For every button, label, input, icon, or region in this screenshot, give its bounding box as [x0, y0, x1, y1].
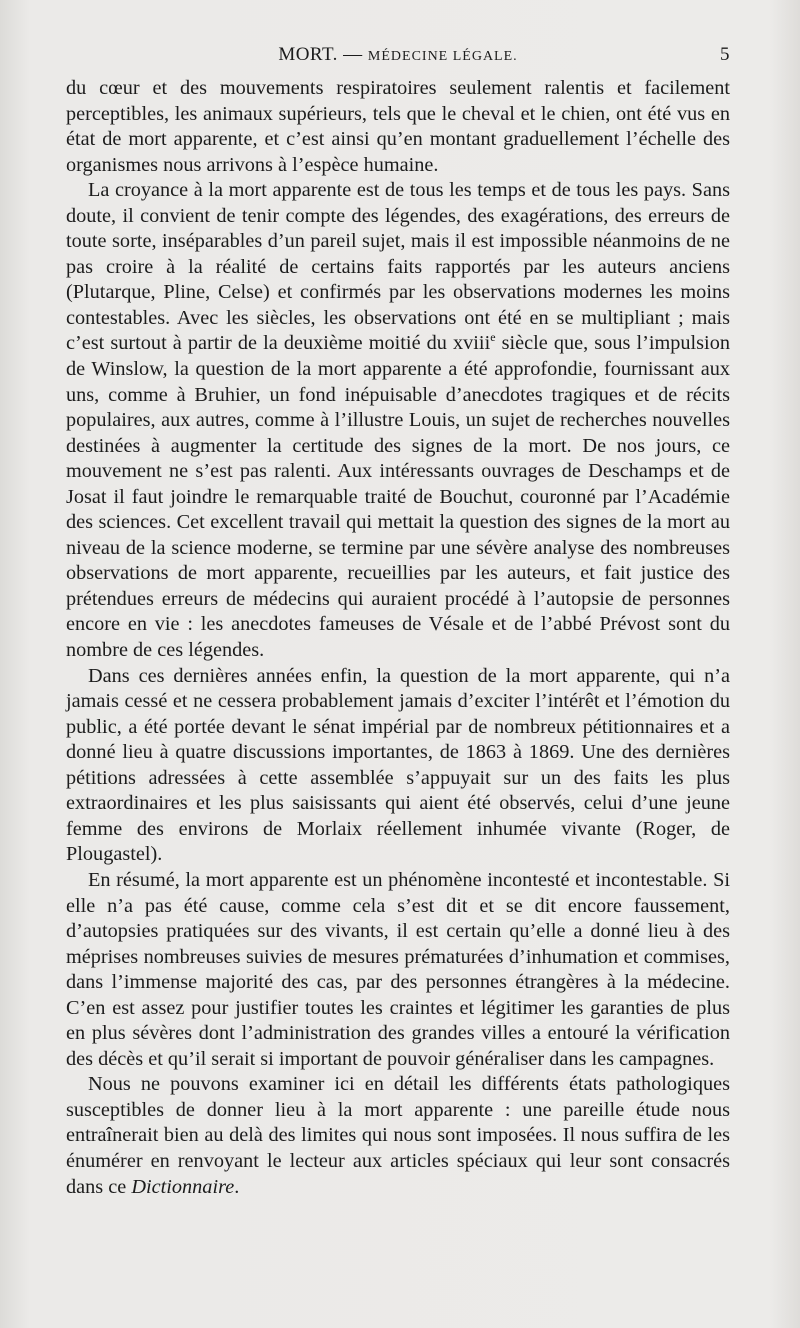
paragraph-text-part: La croyance à la mort apparente est de tous les temps et de tous les pays. Sans doute, il convient de tenir compte des légendes, des exagérations, des erreurs de toute sorte, inséparables d’un pareil sujet, mais il est impossible néanmoins de ne pas croire à la réalité de certains faits rapportés par les auteurs anciens (Plutarque, Pline, Celse) et confirmés par les observations modernes les moins contestables. Avec les siècles, les observations ont été en se multipliant ; mais c’est surtout à partir de la deuxième moitié du xviii: [66, 179, 730, 355]
paragraph-text-part: .: [234, 1175, 240, 1198]
running-title-main: MORT. —: [278, 44, 368, 65]
paragraph-mort-apparente-history: [66, 178, 730, 663]
page-number: 5: [720, 44, 730, 65]
century-superscript: e: [490, 330, 496, 345]
paragraph-text-part: Nous ne pouvons examiner ici en détail les différents états pathologiques susceptibles de donner lieu à la mort apparente : une pareille étude nous entraînerait bien au delà des limites qui nous sont imposées. Il nous suffira de les énumérer en renvoyant le lecteur aux articles spéciaux qui leur sont consacrés dans ce: [66, 1073, 730, 1198]
paragraph-senate-petitions: Dans ces dernières années enfin, la question de la mort apparente, qui n’a jamais cessé et ne cessera probablement jamais d’exciter l’intérêt et l’émotion du public, a été portée devant le sénat impérial par de nombreux pétitionnaires et a donné lieu à quatre discussions importantes, de 1863 à 1869. Une des dernières pétitions adressées à cette assemblée s’appuyait sur un des faits les plus extraordinaires et les plus saisissants qui aient été observés, celui d’une jeune femme des environs de Morlaix réellement inhumée vivante (Roger, de Plougastel).: [66, 664, 730, 866]
paragraph-continuation: du cœur et des mouvements respiratoires seulement ralentis et facilement perceptibles, les animaux supérieurs, tels que le cheval et le chien, ont été vus en état de mort apparente, et c’est ainsi qu’en montant graduellement l’échelle des organismes nous arrivons à l’espèce humaine.: [66, 77, 730, 176]
dictionary-title: Dictionnaire: [131, 1175, 235, 1198]
paragraph-pathological-states: [66, 1072, 730, 1200]
body-text: [66, 76, 730, 1200]
running-title: [66, 44, 730, 66]
paragraph-text-part: siècle que, sous l’impulsion de Winslow, la question de la mort apparente a été approfondie, fournissant aux uns, comme à Bruhier, un fond inépuisable d’anecdotes tragiques et de récits populaires, aux autres, comme à l’illustre Louis, un sujet de recherches nouvelles destinées à augmenter la certitude des signes de la mort. De nos jours, ce mouvement ne s’est pas ralenti. Aux intéressants ouvrages de Deschamps et de Josat il faut joindre le remarquable traité de Bouchut, couronné par l’Académie des sciences. Cet excellent travail qui mettait la question des signes de la mort au niveau de la science moderne, se termine par une sévère analyse des nombreuses observations de mort apparente, recueillies par les auteurs, et fait justice des prétendues erreurs de médecins qui auraient procédé à l’autopsie de personnes encore en vie : les anecdotes fameuses de Vésale et de l’abbé Prévost sont du nombre de ces légendes.: [66, 332, 730, 662]
running-header: [66, 44, 730, 72]
paragraph-summary: En résumé, la mort apparente est un phénomène incontesté et incontestable. Si elle n’a pas été cause, comme cela s’est dit et se dit encore faussement, d’autopsies pratiquées sur des vivants, il est certain qu’elle a donné lieu à des méprises nombreuses suivies de mesures prématurées d’inhumation et commises, dans l’immense majorité des cas, par des personnes étrangères à la médecine. C’en est assez pour justifier toutes les craintes et légitimer les garanties de plus en plus sévères dont l’administration des grandes villes a entouré la vérification des décès et qu’il serait si important de pouvoir généraliser dans les campagnes.: [66, 868, 730, 1070]
running-title-section: MÉDECINE LÉGALE.: [367, 49, 518, 64]
